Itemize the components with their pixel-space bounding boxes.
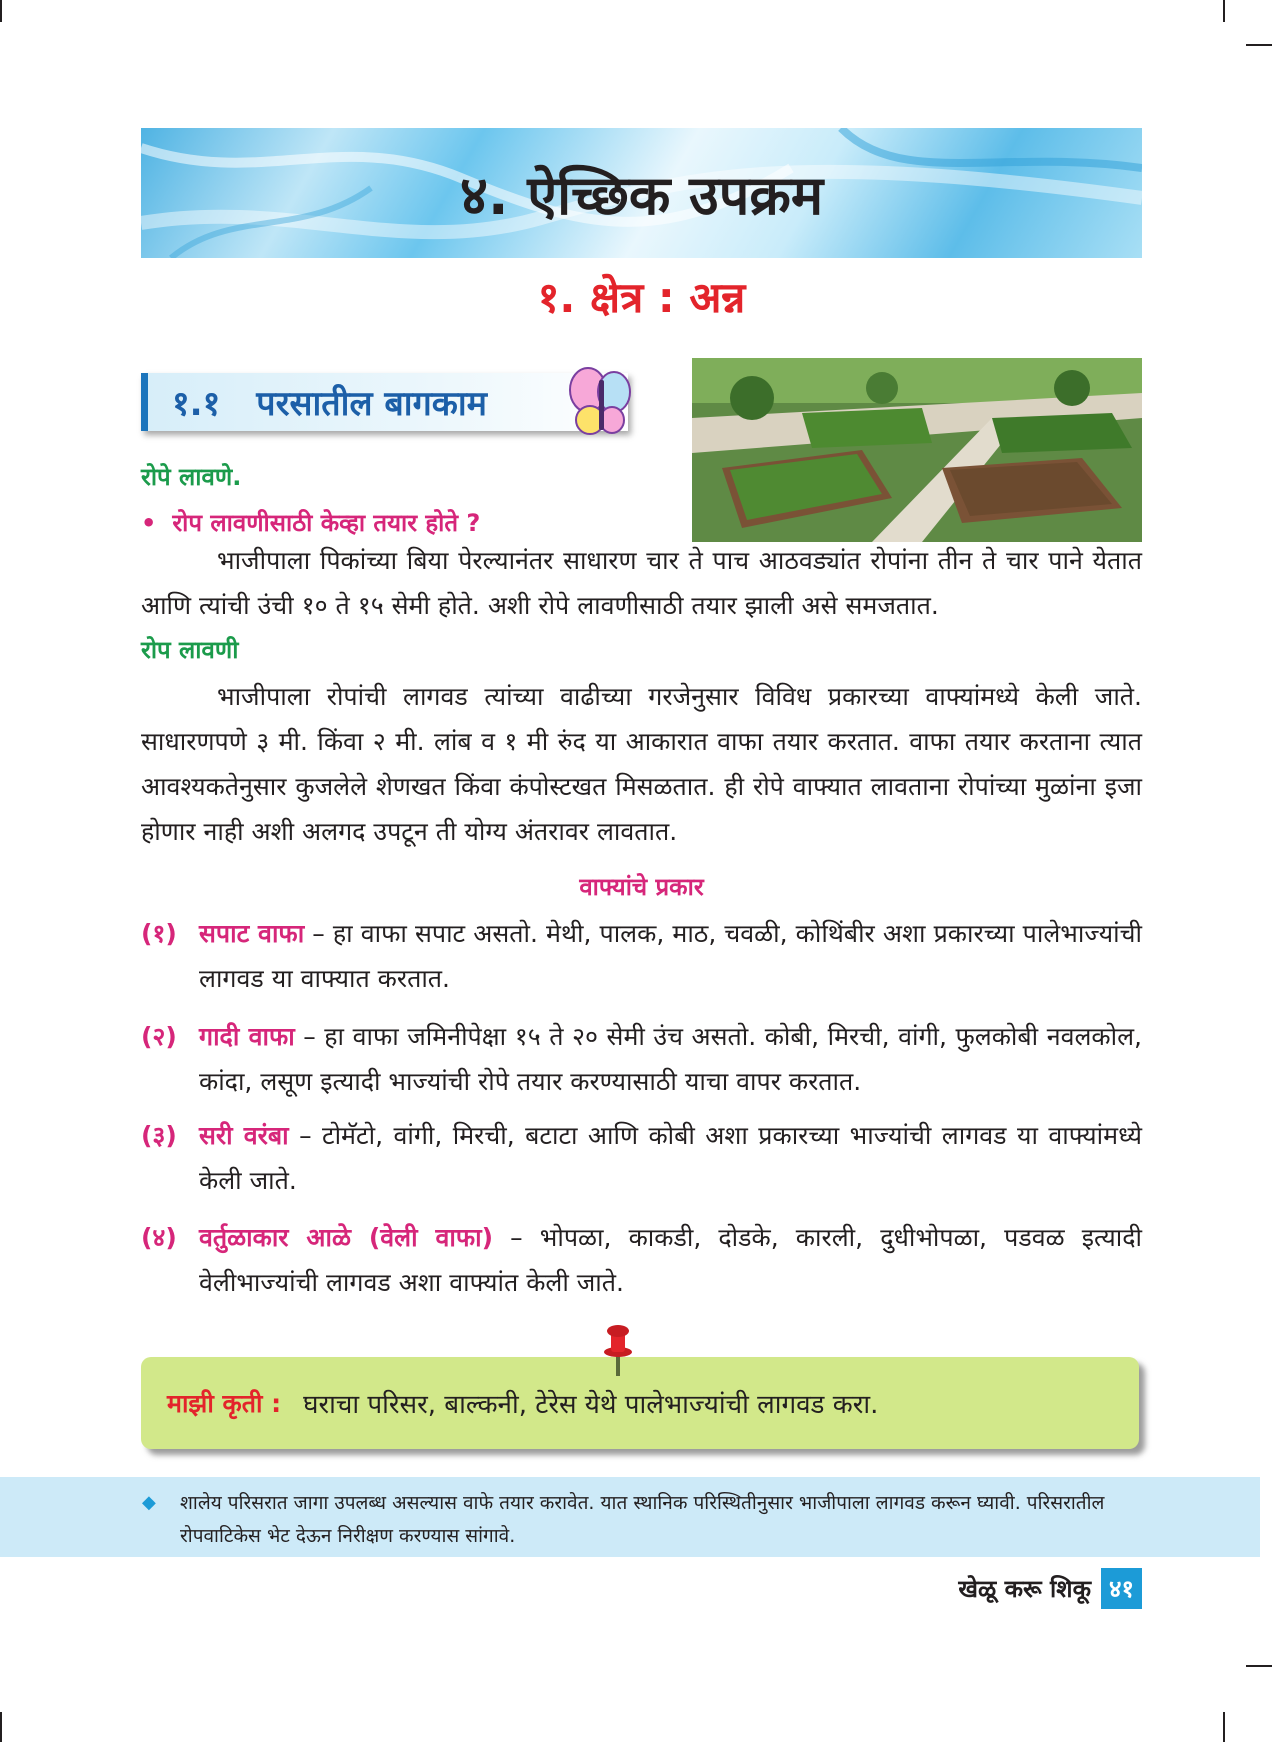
vegetable-garden-image xyxy=(692,358,1142,542)
paragraph-transplanting: भाजीपाला रोपांची लागवड त्यांच्या वाढीच्या गरजेनुसार विविध प्रकारच्या वाफ्यांमध्ये केली जाते. साधारणपणे ३ मी. किंवा २ मी. लांब व १ मी रुंद या आकारात वाफा तयार करतात. वाफा तयार करताना त्यात आवश्यकतेनुसार कुजलेले शेणखत किंवा कंपोस्टखत मिसळतात. ही रोपे वाफ्यात लावताना रोपांच्या मुळांना इजा होणार नाही अशी अलगद उपटून ती योग्य अंतरावर लावतात. xyxy=(141,682,1142,846)
heading-planting: रोपे लावणे. xyxy=(141,463,242,491)
subsection-title: परसातील बागकाम xyxy=(256,384,487,424)
activity-text: घराचा परिसर, बाल्कनी, टेरेस येथे पालेभाज्यांची लागवड करा. xyxy=(303,1390,879,1420)
butterfly-icon xyxy=(566,362,636,442)
subsection-header xyxy=(141,373,628,431)
list-item: (३) सरी वरंबा – टोमॅटो, वांगी, मिरची, बटाटा आणि कोबी अशा प्रकारच्या भाज्यांची लागवड या वाफ्यांमध्ये केली जाते. xyxy=(141,1121,1142,1195)
crop-mark xyxy=(0,1712,2,1742)
teacher-note-text: शालेय परिसरात जागा उपलब्ध असल्यास वाफे तयार करावेत. यात स्थानिक परिस्थितीनुसार भाजीपाला लागवड करून घ्यावी. परिसरातील रोपवाटिकेस भेट देऊन निरीक्षण करण्यास सांगावे. xyxy=(180,1492,1105,1547)
chapter-banner xyxy=(141,128,1142,258)
crop-mark xyxy=(0,0,2,22)
book-title: खेळू करू शिकू xyxy=(958,1575,1092,1603)
question-text: रोप लावणीसाठी केव्हा तयार होते ? xyxy=(172,509,481,537)
teacher-note xyxy=(0,1477,1260,1557)
subsection-number: १.१ xyxy=(172,384,221,424)
pushpin-icon xyxy=(600,1322,636,1378)
crop-mark xyxy=(1246,1665,1272,1667)
bed-types-heading: वाफ्यांचे प्रकार xyxy=(579,873,704,901)
list-item: (२) गादी वाफा – हा वाफा जमिनीपेक्षा १५ ते २० सेमी उंच असतो. कोबी, मिरची, वांगी, फुलकोबी नवलकोल, कांदा, लसूण इत्यादी भाज्यांची रोपे तयार करण्यासाठी याचा वापर करतात. xyxy=(141,1022,1142,1096)
list-item: (१) सपाट वाफा – हा वाफा सपाट असतो. मेथी, पालक, माठ, चवळी, कोथिंबीर अशा प्रकारच्या पालेभाज्यांची लागवड या वाफ्यात करतात. xyxy=(141,919,1142,993)
section-title: १. क्षेत्र : अन्न xyxy=(537,273,746,322)
paragraph-seedlings: भाजीपाला पिकांच्या बिया पेरल्यानंतर साधारण चार ते पाच आठवड्यांत रोपांना तीन ते चार पाने येतात आणि त्यांची उंची १० ते १५ सेमी होते. अशी रोपे लावणीसाठी तयार झाली असे समजतात. xyxy=(141,546,1142,620)
crop-mark xyxy=(1223,0,1225,22)
diamond-bullet-icon: ◆ xyxy=(142,1492,156,1513)
chapter-title: ४. ऐच्छिक उपक्रम xyxy=(459,164,824,227)
page-number: ४१ xyxy=(1101,1568,1142,1609)
bullet-icon: • xyxy=(141,509,157,537)
crop-mark xyxy=(1246,44,1272,46)
heading-transplanting: रोप लावणी xyxy=(141,636,239,664)
page-footer xyxy=(958,1568,1142,1609)
question-line xyxy=(141,506,480,539)
list-item: (४) वर्तुळाकार आळे (वेली वाफा) – भोपळा, काकडी, दोडके, कारली, दुधीभोपळा, पडवळ इत्यादी वेलीभाज्यांची लागवड अशा वाफ्यांत केली जाते. xyxy=(141,1223,1142,1297)
crop-mark xyxy=(1223,1712,1225,1742)
activity-box xyxy=(141,1357,1139,1449)
activity-label: माझी कृती : xyxy=(167,1389,282,1418)
